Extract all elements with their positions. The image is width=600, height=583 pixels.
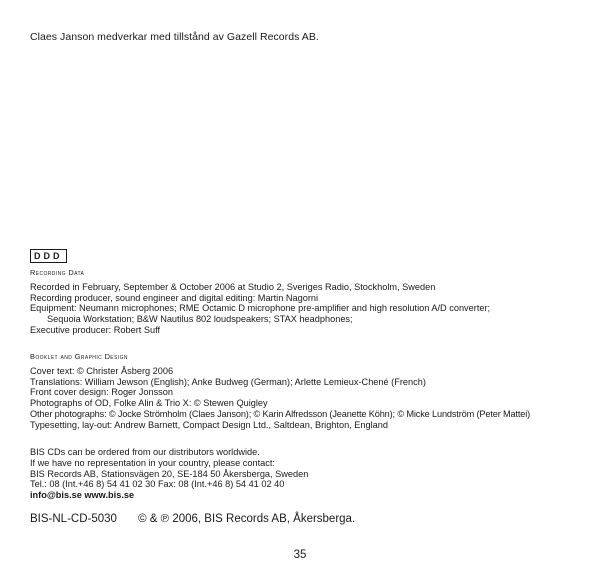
booklet-line: Cover text: © Christer Åsberg 2006 — [30, 365, 174, 376]
booklet-line: Front cover design: Roger Jonsson — [30, 387, 173, 398]
distribution-line: BIS Records AB, Stationsvägen 20, SE-184 50 Åkersberga, Sweden — [30, 468, 309, 479]
page-number: 35 — [293, 549, 307, 561]
recording-line: Recorded in February, September & October 2006 at Studio 2, Sveriges Radio, Stockholm, Sweden — [30, 281, 436, 292]
distribution-line: Tel.: 08 (Int.+46 8) 54 41 02 30 Fax: 08 (Int.+46 8) 54 41 02 40 — [30, 479, 285, 490]
ddd-logo: DDD — [30, 249, 67, 263]
catalog-number: BIS-NL-CD-5030 — [30, 513, 117, 525]
permission-note: Claes Janson medverkar med tillstånd av Gazell Records AB. — [30, 31, 319, 43]
booklet-line: Typesetting, lay-out: Andrew Barnett, Compact Design Ltd., Saltdean, Brighton, England — [30, 419, 389, 430]
booklet-line: Other photographs: © Jocke Strömholm (Claes Janson); © Karin Alfredsson (Jeanette Köhn); © Micke Lundström (Peter Mattei) — [30, 408, 531, 419]
recording-line: Recording producer, sound engineer and digital editing: Martin Nagorni — [30, 292, 319, 303]
distribution-line: BIS CDs can be ordered from our distributors worldwide. — [30, 447, 260, 457]
booklet-design-section — [30, 352, 530, 431]
distribution-section — [30, 447, 308, 501]
contact-line: info@bis.se www.bis.se — [30, 490, 135, 501]
recording-data-section — [30, 268, 490, 336]
distribution-line: If we have no representation in your country, please contact: — [30, 457, 275, 468]
booklet-line: Photographs of OD, Folke Alin & Trio X: © Stewen Quigley — [30, 398, 268, 409]
recording-line: Equipment: Neumann microphones; RME Octamic D microphone pre-amplifier and high resolution A/D converter; — [30, 303, 491, 314]
booklet-design-title: Booklet and Graphic Design — [30, 352, 128, 361]
recording-line: Executive producer: Robert Suff — [30, 324, 161, 335]
recording-line: Sequoia Workstation; B&W Nautilus 802 loudspeakers; STAX headphones; — [47, 314, 353, 325]
copyright-notice: © & ℗ 2006, BIS Records AB, Åkersberga. — [138, 513, 356, 525]
booklet-line: Translations: William Jewson (English); Anke Budweg (German); Arlette Lemieux-Chené (French) — [30, 376, 426, 387]
recording-data-title: Recording Data — [30, 268, 85, 277]
catalog-line — [30, 513, 355, 525]
